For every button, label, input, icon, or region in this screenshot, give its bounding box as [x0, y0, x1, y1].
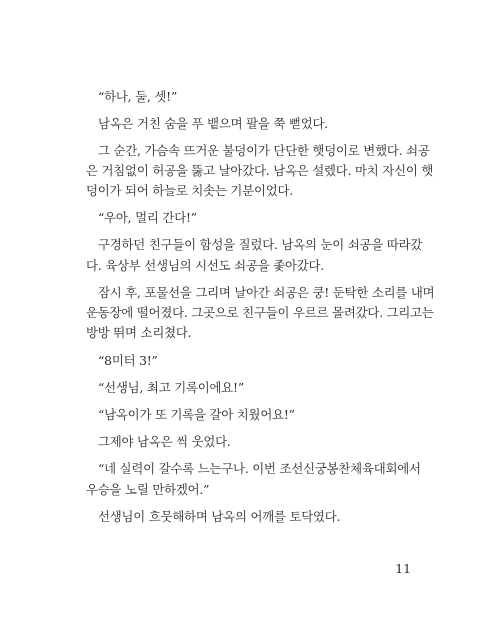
text-line-16: “네 실력이 갈수록 느는구나. 이번 조선신궁봉찬체육대회에서 [98, 461, 421, 476]
text-line-1: “하나, 둘, 셋!” [98, 89, 178, 104]
text-line-7: 구경하던 친구들이 함성을 질렀다. 남옥의 눈이 쇠공을 따라갔 [98, 237, 423, 252]
text-line-15: 그제야 남옥은 씩 웃었다. [98, 434, 231, 449]
text-line-13: “선생님, 최고 기록이에요!” [98, 380, 244, 395]
text-line-10: 운동장에 떨어졌다. 그곳으로 친구들이 우르르 몰려갔다. 그리고는 [86, 305, 434, 320]
text-line-14: “남옥이가 또 기록을 갈아 치웠어요!” [98, 407, 295, 422]
text-line-2: 남옥은 거친 숨을 푸 뱉으며 팔을 쭉 뻗었다. [98, 116, 328, 131]
text-line-12: “8미터 3!” [98, 353, 158, 368]
text-line-4: 은 거침없이 허공을 뚫고 날아갔다. 남옥은 설렜다. 마치 자신이 햇 [86, 163, 434, 178]
text-line-17: 우승을 노릴 만하겠어.” [86, 482, 210, 497]
text-line-5: 덩이가 되어 하늘로 치솟는 기분이었다. [86, 183, 294, 198]
page-number: 11 [395, 561, 411, 576]
text-line-11: 방방 뛰며 소리쳤다. [86, 325, 192, 340]
text-line-3: 그 순간, 가슴속 뜨거운 불덩이가 단단한 햇덩이로 변했다. 쇠공 [98, 143, 430, 158]
text-line-8: 다. 육상부 선생님의 시선도 쇠공을 좇아갔다. [86, 258, 325, 273]
text-line-18: 선생님이 흐뭇해하며 남옥의 어깨를 토닥였다. [98, 509, 341, 524]
text-line-9: 잠시 후, 포물선을 그리며 날아간 쇠공은 쿵! 둔탁한 소리를 내며 [98, 285, 435, 300]
text-line-6: “우아, 멀리 간다!” [98, 210, 197, 225]
